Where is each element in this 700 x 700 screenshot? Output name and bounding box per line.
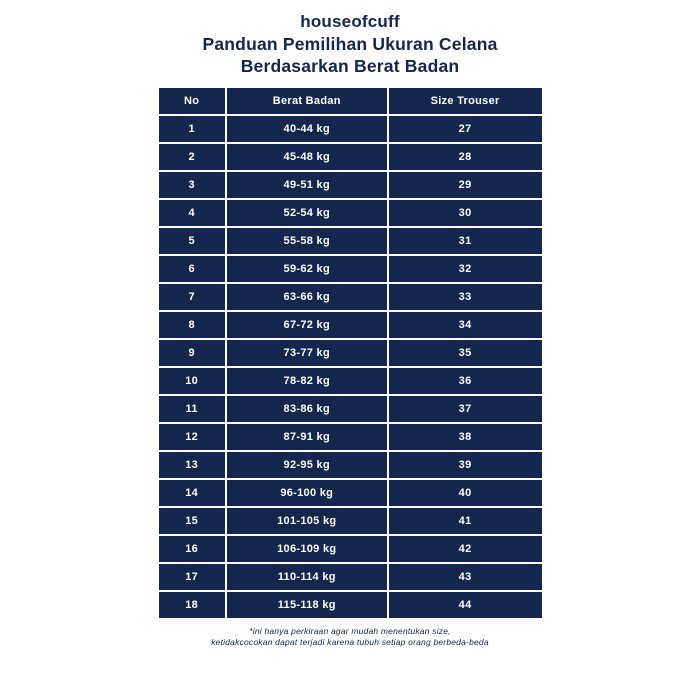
cell-no: 15 — [159, 508, 225, 534]
table-row — [159, 536, 542, 562]
size-table — [157, 86, 544, 620]
cell-size: 32 — [389, 256, 542, 282]
cell-weight: 52-54 kg — [227, 200, 387, 226]
cell-size: 44 — [389, 592, 542, 618]
cell-no: 14 — [159, 480, 225, 506]
cell-size: 33 — [389, 284, 542, 310]
cell-no: 1 — [159, 116, 225, 142]
cell-weight: 101-105 kg — [227, 508, 387, 534]
cell-size: 34 — [389, 312, 542, 338]
table-row — [159, 396, 542, 422]
footnote-line-2: ketidakcocokan dapat terjadi karena tubuh setiap orang berbeda-beda — [211, 637, 489, 647]
footnote-line-1: *ini hanya perkiraan agar mudah menentukan size, — [249, 626, 451, 636]
table-row — [159, 228, 542, 254]
table-row — [159, 284, 542, 310]
table-row — [159, 116, 542, 142]
page-header — [0, 11, 700, 77]
cell-weight: 83-86 kg — [227, 396, 387, 422]
cell-weight: 45-48 kg — [227, 144, 387, 170]
cell-size: 35 — [389, 340, 542, 366]
cell-no: 9 — [159, 340, 225, 366]
cell-weight: 78-82 kg — [227, 368, 387, 394]
brand-name: houseofcuff — [300, 12, 400, 31]
cell-size: 30 — [389, 200, 542, 226]
cell-weight: 115-118 kg — [227, 592, 387, 618]
cell-size: 42 — [389, 536, 542, 562]
table-row — [159, 424, 542, 450]
table-row — [159, 480, 542, 506]
cell-no: 3 — [159, 172, 225, 198]
cell-no: 11 — [159, 396, 225, 422]
cell-no: 6 — [159, 256, 225, 282]
table-row — [159, 340, 542, 366]
cell-size: 41 — [389, 508, 542, 534]
table-row — [159, 256, 542, 282]
cell-no: 8 — [159, 312, 225, 338]
cell-weight: 92-95 kg — [227, 452, 387, 478]
cell-size: 36 — [389, 368, 542, 394]
cell-no: 2 — [159, 144, 225, 170]
table-row — [159, 452, 542, 478]
table-row — [159, 172, 542, 198]
cell-weight: 110-114 kg — [227, 564, 387, 590]
cell-no: 12 — [159, 424, 225, 450]
cell-weight: 49-51 kg — [227, 172, 387, 198]
col-header-berat-badan: Berat Badan — [227, 88, 387, 114]
cell-size: 31 — [389, 228, 542, 254]
page-title-line-2: Berdasarkan Berat Badan — [240, 56, 460, 76]
col-header-no: No — [159, 88, 225, 114]
cell-weight: 55-58 kg — [227, 228, 387, 254]
cell-no: 16 — [159, 536, 225, 562]
table-row — [159, 200, 542, 226]
cell-no: 5 — [159, 228, 225, 254]
cell-no: 7 — [159, 284, 225, 310]
cell-weight: 87-91 kg — [227, 424, 387, 450]
cell-weight: 59-62 kg — [227, 256, 387, 282]
cell-size: 29 — [389, 172, 542, 198]
table-row — [159, 312, 542, 338]
cell-no: 4 — [159, 200, 225, 226]
cell-no: 17 — [159, 564, 225, 590]
cell-size: 43 — [389, 564, 542, 590]
cell-weight: 73-77 kg — [227, 340, 387, 366]
cell-size: 40 — [389, 480, 542, 506]
col-header-size-trouser: Size Trouser — [389, 88, 542, 114]
cell-weight: 40-44 kg — [227, 116, 387, 142]
cell-weight: 63-66 kg — [227, 284, 387, 310]
table-body — [159, 116, 542, 618]
cell-size: 28 — [389, 144, 542, 170]
table-header-row — [159, 88, 542, 114]
table-row — [159, 144, 542, 170]
cell-weight: 67-72 kg — [227, 312, 387, 338]
table-row — [159, 564, 542, 590]
table-row — [159, 592, 542, 618]
footnote — [0, 626, 700, 648]
table-row — [159, 508, 542, 534]
cell-size: 37 — [389, 396, 542, 422]
cell-size: 38 — [389, 424, 542, 450]
cell-weight: 96-100 kg — [227, 480, 387, 506]
page-title-line-1: Panduan Pemilihan Ukuran Celana — [202, 34, 498, 54]
cell-weight: 106-109 kg — [227, 536, 387, 562]
cell-size: 39 — [389, 452, 542, 478]
cell-size: 27 — [389, 116, 542, 142]
cell-no: 18 — [159, 592, 225, 618]
cell-no: 13 — [159, 452, 225, 478]
table-row — [159, 368, 542, 394]
cell-no: 10 — [159, 368, 225, 394]
